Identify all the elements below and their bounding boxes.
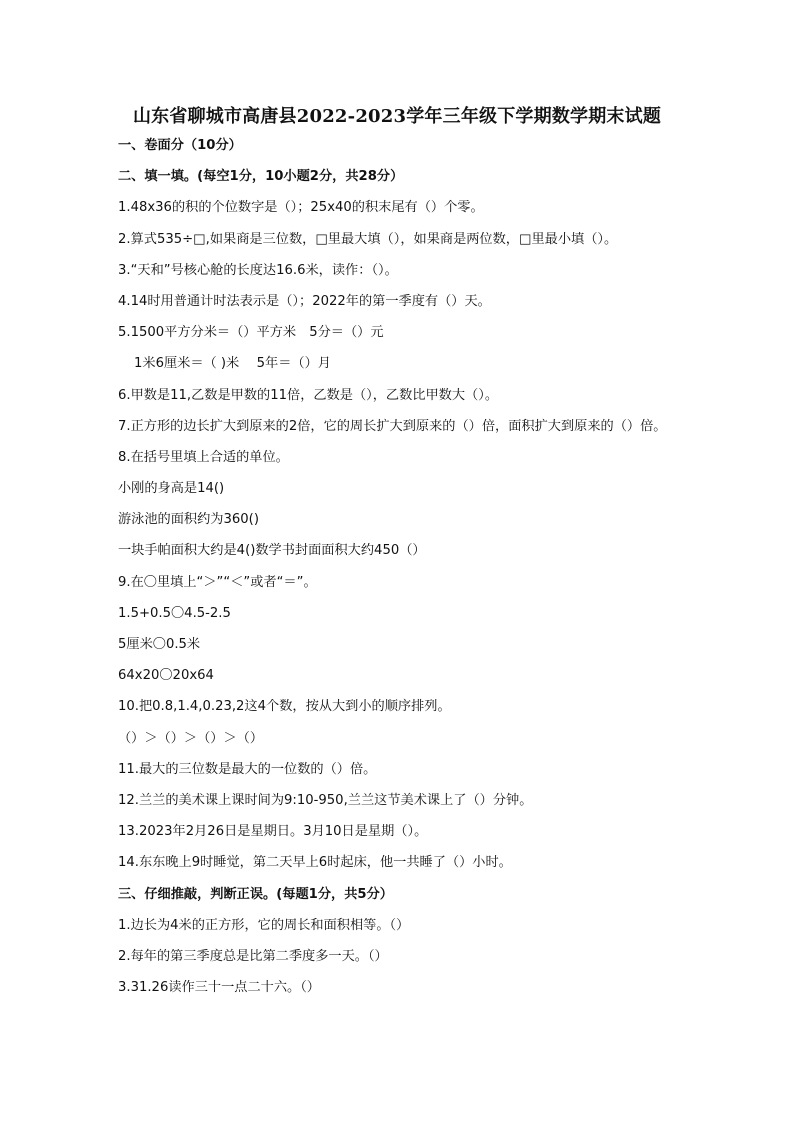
question-line: 10.把0.8,1.4,0.23,2这4个数，按从大到小的顺序排列。	[118, 699, 451, 715]
question-subline: （）＞（）＞（）＞（）	[118, 730, 264, 746]
question-subline: 1.5+0.5〇4.5-2.5	[118, 605, 231, 621]
question-line: 12.兰兰的美术课上课时间为9:10-950,兰兰这节美术课上了（）分钟。	[118, 792, 533, 808]
question-subline: 游泳池的面积约为360()	[118, 512, 259, 528]
question-line: 13.2023年2月26日是星期日。3月10日是星期（）。	[118, 824, 428, 840]
question-line: 2.算式535÷□,如果商是三位数，□里最大填（），如果商是两位数，□里最小填（）。	[118, 231, 618, 247]
exam-body	[118, 137, 678, 1010]
exam-title: 山东省聊城市高唐县2022-2023学年三年级下学期数学期末试题	[132, 106, 662, 127]
question-line: 5.1500平方分米＝（）平方米 5分＝（）元	[118, 325, 384, 341]
question-subline: 5厘米〇0.5米	[118, 637, 201, 652]
question-line: 6.甲数是11,乙数是甲数的11倍，乙数是（），乙数比甲数大（）。	[118, 387, 499, 403]
question-subline: 64x20〇20x64	[118, 668, 214, 684]
question-line: 14.东东晚上9时睡觉，第二天早上6时起床，他一共睡了（）小时。	[118, 855, 512, 871]
section-heading-1: 一、卷面分（10分）	[118, 138, 242, 153]
question-line: 1.边长为4米的正方形，它的周长和面积相等。（）	[118, 917, 410, 933]
section-heading-3: 三、仔细推敲，判断正误。(每题1分，共5分）	[118, 886, 393, 902]
question-line: 2.每年的第三季度总是比第二季度多一天。（）	[118, 948, 388, 964]
question-line: 8.在括号里填上合适的单位。	[118, 449, 289, 465]
question-line: 1.48x36的积的个位数字是（）；25x40的积末尾有（）个零。	[118, 200, 484, 216]
question-line: 4.14时用普通计时法表示是（）；2022年的第一季度有（）天。	[118, 293, 491, 309]
question-subline: 1米6厘米＝（ )米 5年＝（）月	[134, 356, 331, 372]
question-subline: 一块手帕面积大约是4()数学书封面面积大约450（）	[118, 543, 426, 559]
question-line: 11.最大的三位数是最大的一位数的（）倍。	[118, 761, 377, 777]
question-line: 9.在〇里填上“＞”“＜”或者“＝”。	[118, 574, 317, 590]
question-line: 3.31.26读作三十一点二十六。（）	[118, 980, 320, 996]
question-line-wrapped: 7.正方形的边长扩大到原来的2倍，它的周长扩大到原来的（）倍，面积扩大到原来的（）倍。	[118, 418, 667, 434]
section-heading-2: 二、填一填。(每空1分，10小题2分，共28分）	[118, 169, 404, 185]
question-subline: 小刚的身高是14()	[118, 481, 225, 497]
question-line: 3.“天和”号核心舱的长度达16.6米，读作：（）。	[118, 262, 398, 278]
